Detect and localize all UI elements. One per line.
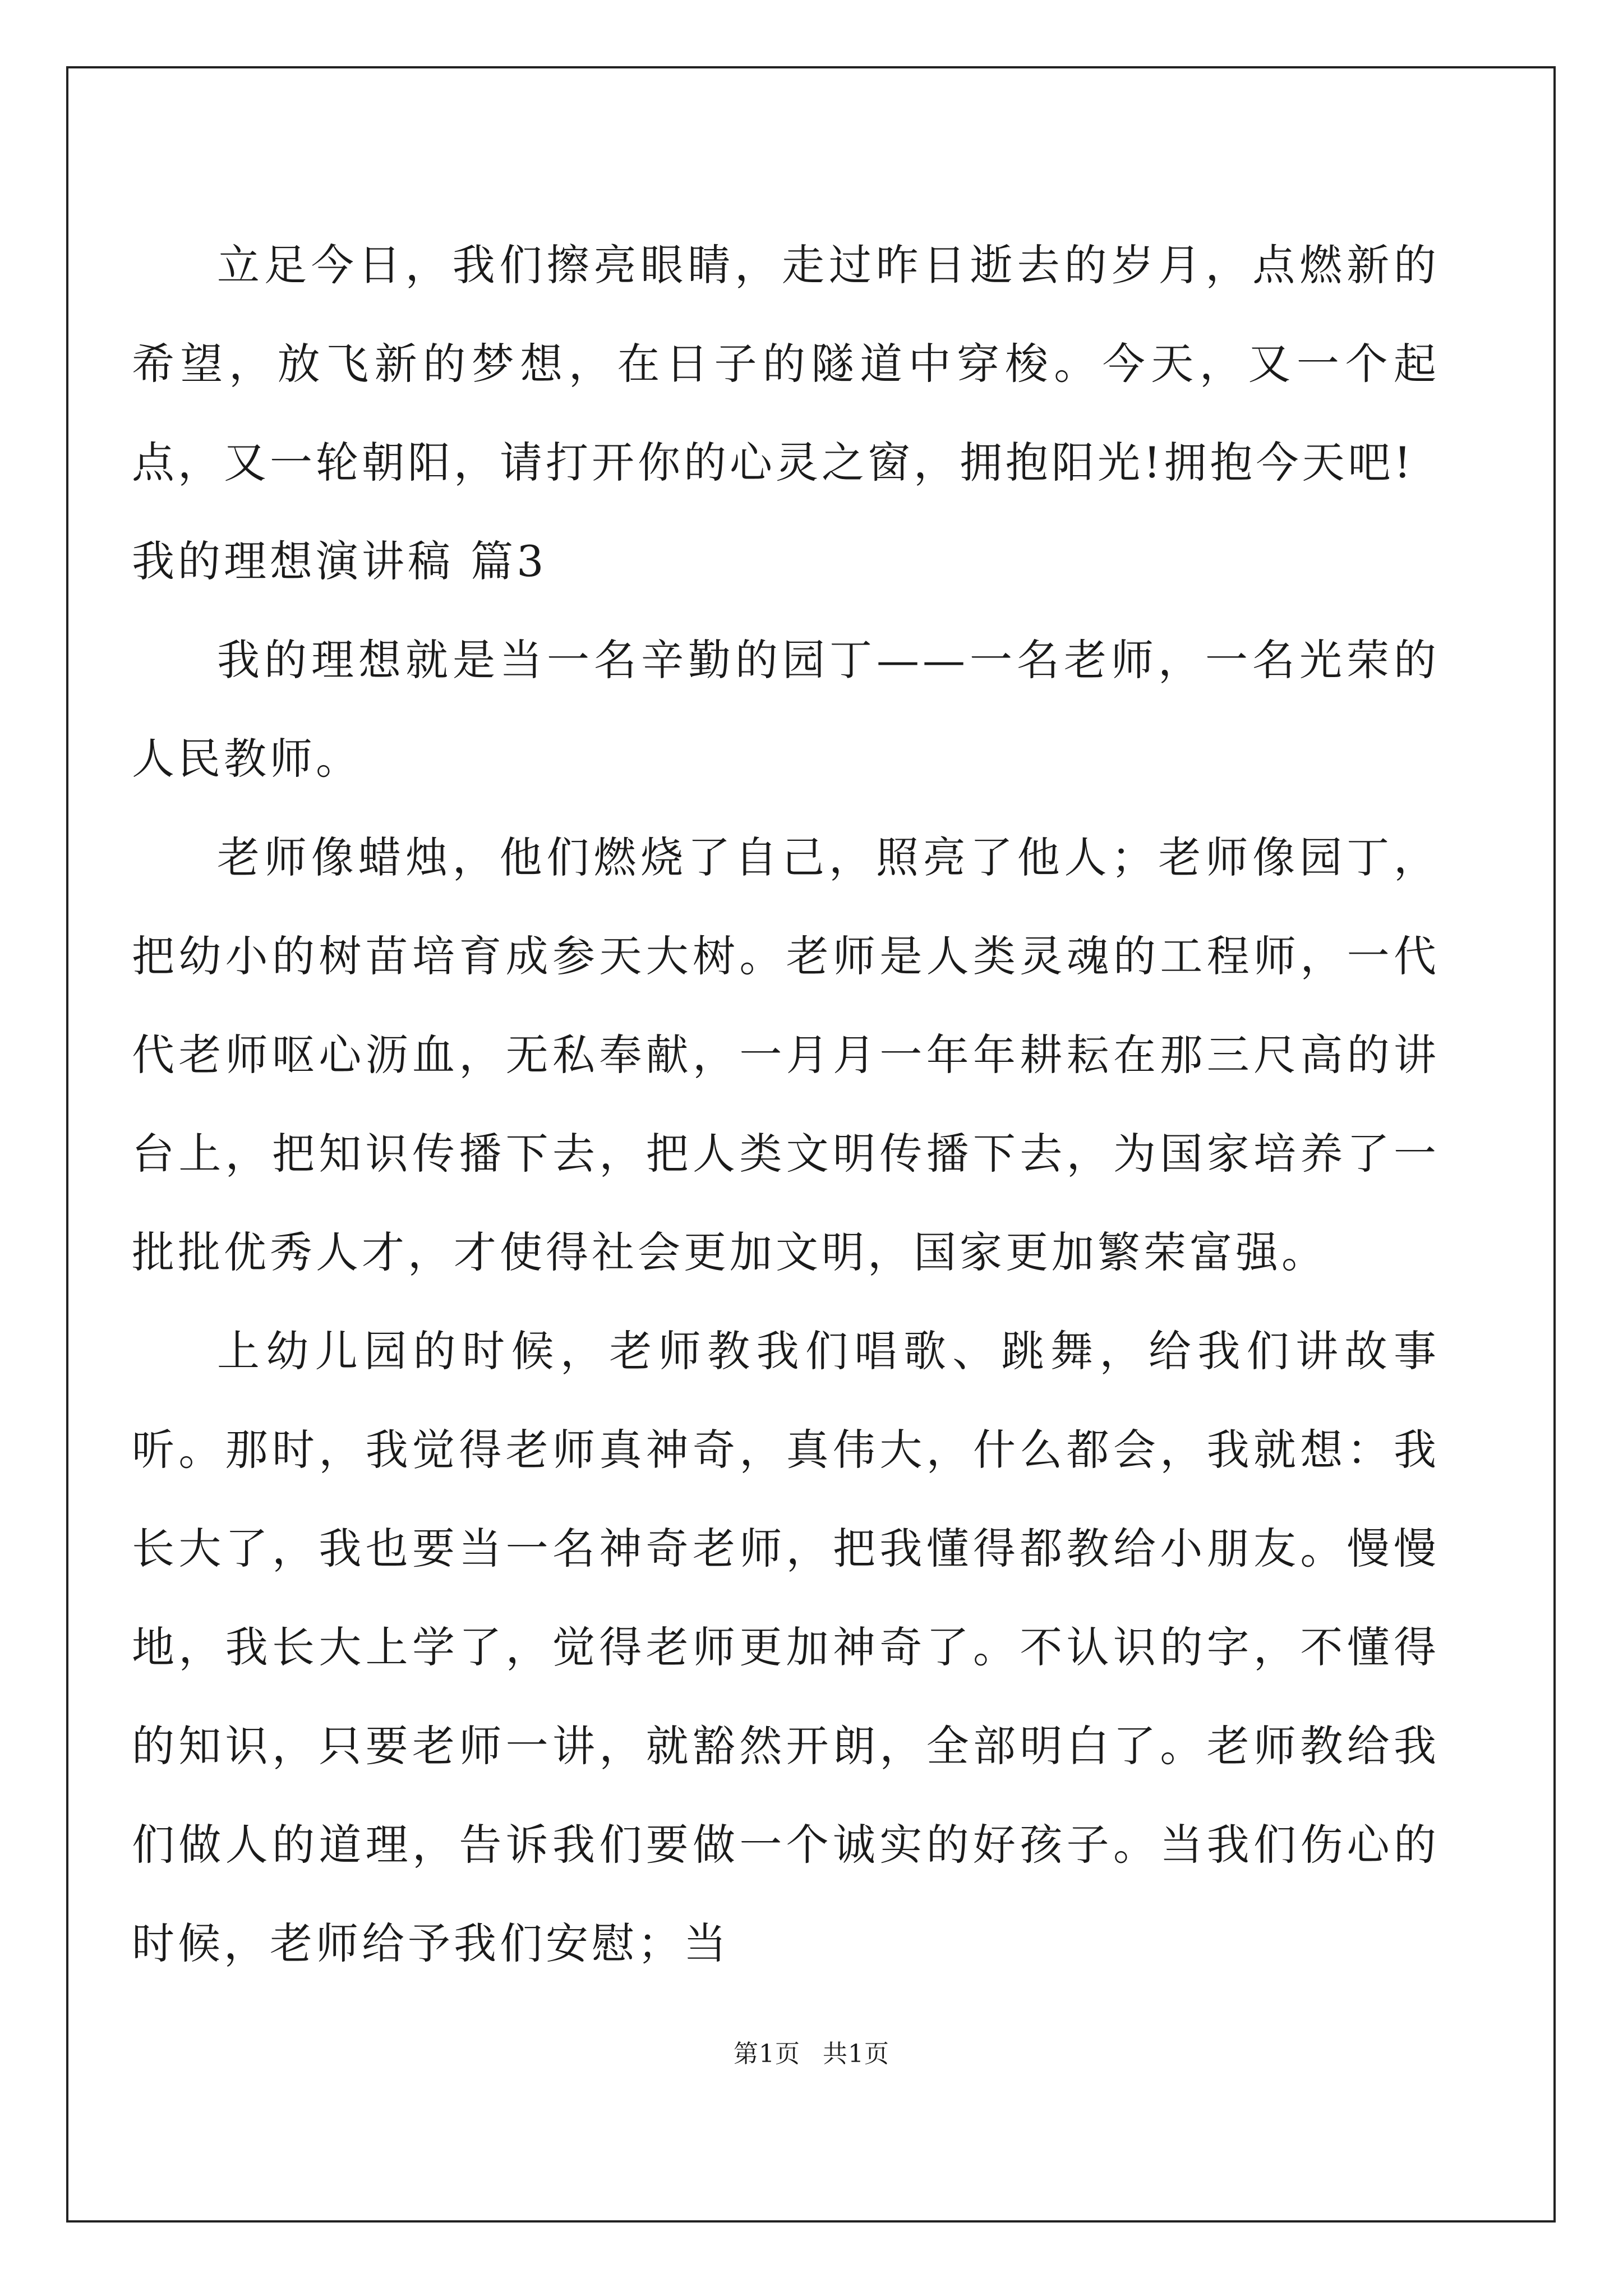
paragraph: 老师像蜡烛，他们燃烧了自己，照亮了他人；老师像园丁，把幼小的树苗培育成参天大树。老师是人类灵魂的工程师，一代代老师呕心沥血，无私奉献，一月月一年年耕耘在那三尺高的讲台上，把知识传播下去，把人类文明传播下去，为国家培养了一批批优秀人才，才使得社会更加文明，国家更加繁荣富强。 [132, 832, 1440, 1277]
section-heading: 我的理想演讲稿 篇3 [132, 536, 547, 586]
paragraph: 我的理想就是当一名辛勤的园丁——一名老师，一名光荣的人民教师。 [132, 635, 1440, 784]
paragraph: 上幼儿园的时候，老师教我们唱歌、跳舞，给我们讲故事听。那时，我觉得老师真神奇，真伟大，什么都会，我就想：我长大了，我也要当一名神奇老师，把我懂得都教给小朋友。慢慢地，我长大上学了，觉得老师更加神奇了。不认识的字，不懂得的知识，只要老师一讲，就豁然开朗，全部明白了。老师教给我们做人的道理，告诉我们要做一个诚实的好孩子。当我们伤心的时候，老师给予我们安慰；当 [132, 1326, 1440, 1968]
paragraph: 立足今日，我们擦亮眼睛，走过昨日逝去的岁月，点燃新的希望，放飞新的梦想，在日子的隧道中穿梭。今天，又一个起点，又一轮朝阳，请打开你的心灵之窗，拥抱阳光!拥抱今天吧! [132, 240, 1440, 487]
page-total: 共1页 [823, 2040, 889, 2068]
document-body [132, 216, 1440, 1993]
page-number: 第1页 [734, 2040, 800, 2068]
page-footer [0, 2033, 1623, 2069]
